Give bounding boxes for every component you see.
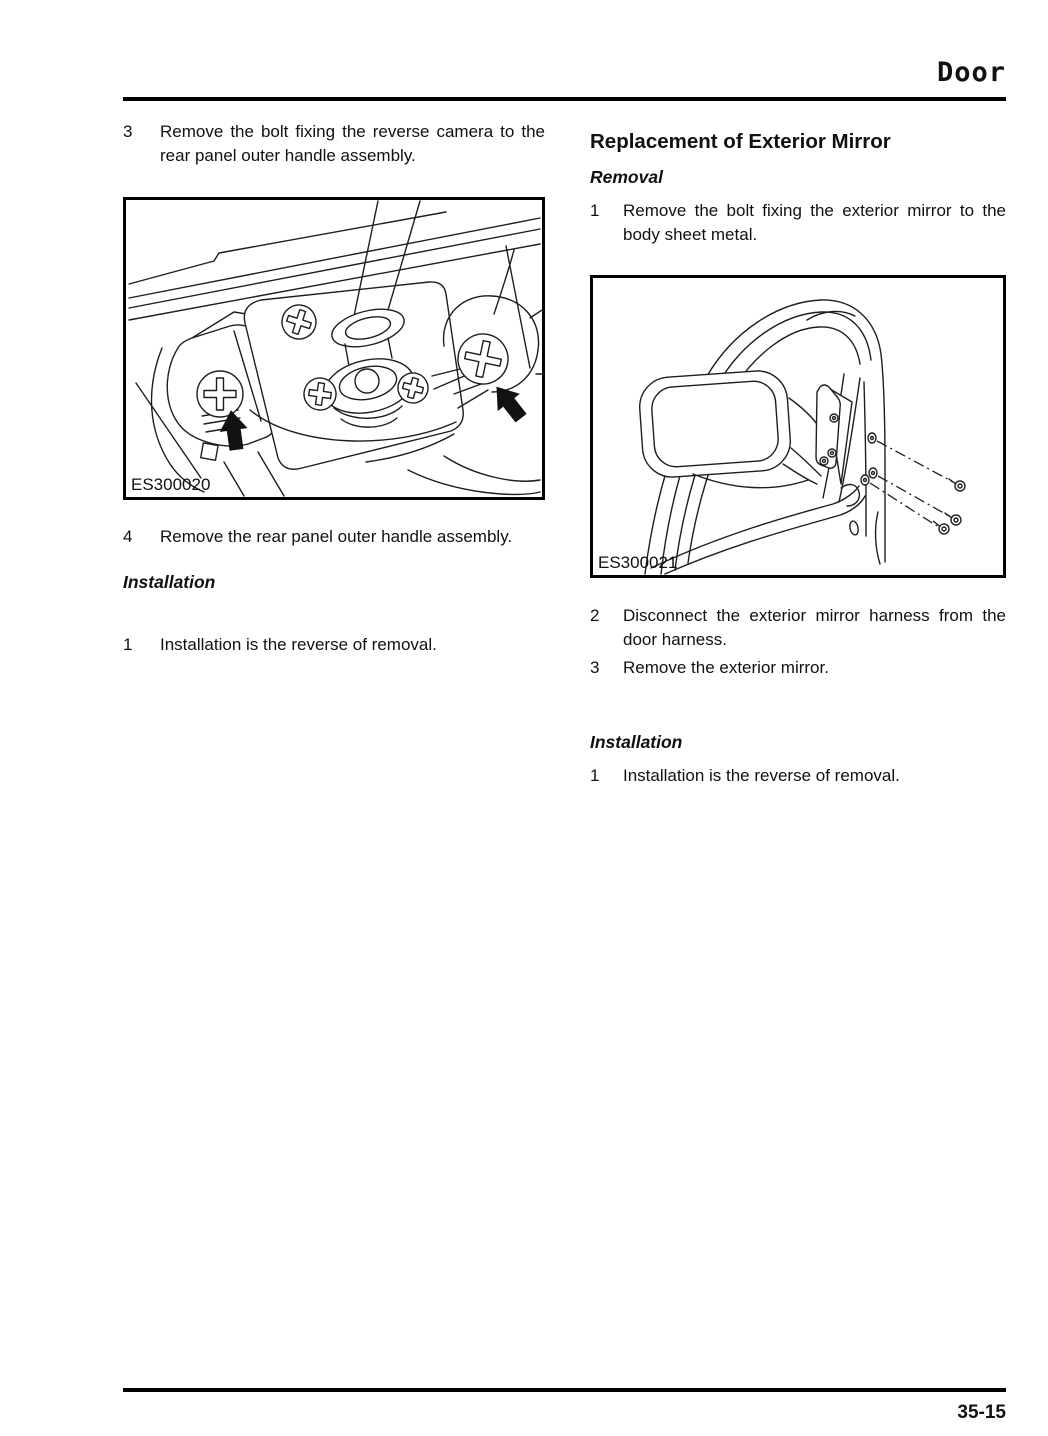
step-item [590, 199, 1006, 247]
step-number: 2 [590, 606, 600, 625]
step-item [123, 120, 545, 168]
exterior-mirror-illustration [593, 278, 1003, 575]
installation-heading: Installation [590, 732, 683, 752]
header-divider [123, 97, 1006, 101]
footer-divider [123, 1388, 1006, 1392]
step-number: 3 [590, 658, 600, 677]
figure-es300020 [123, 197, 545, 500]
reverse-camera-illustration [126, 200, 542, 497]
bolt [930, 518, 951, 536]
installation-heading: Installation [123, 572, 216, 592]
step-text: Disconnect the exterior mirror harness from the door harness. [623, 606, 1006, 649]
step-item [590, 604, 1006, 652]
step-number: 3 [123, 122, 133, 141]
step-item [590, 656, 1006, 680]
step-item [123, 633, 545, 657]
section-title: Replacement of Exterior Mirror [590, 130, 891, 153]
step-text: Remove the exterior mirror. [623, 658, 829, 677]
pointer-arrow [485, 378, 532, 427]
bolt [946, 475, 967, 492]
step-text: Installation is the reverse of removal. [623, 766, 900, 785]
figure-es300021 [590, 275, 1006, 578]
step-number: 1 [590, 201, 600, 220]
step-text: Remove the bolt fixing the exterior mirror to the body sheet metal. [623, 201, 1006, 244]
step-text: Remove the rear panel outer handle assembly. [160, 527, 513, 546]
step-number: 1 [590, 766, 600, 785]
step-text: Installation is the reverse of removal. [160, 635, 437, 654]
step-number: 4 [123, 527, 133, 546]
removal-heading: Removal [590, 167, 663, 187]
step-item [123, 525, 545, 549]
step-text: Remove the bolt fixing the reverse camera to the rear panel outer handle assembly. [160, 122, 545, 165]
page-title: Door [936, 57, 1006, 88]
figure-label: ES300021 [598, 553, 678, 572]
step-number: 1 [123, 635, 133, 654]
page-number: 35-15 [957, 1402, 1006, 1423]
step-item [590, 764, 1006, 788]
figure-label: ES300020 [131, 475, 211, 494]
